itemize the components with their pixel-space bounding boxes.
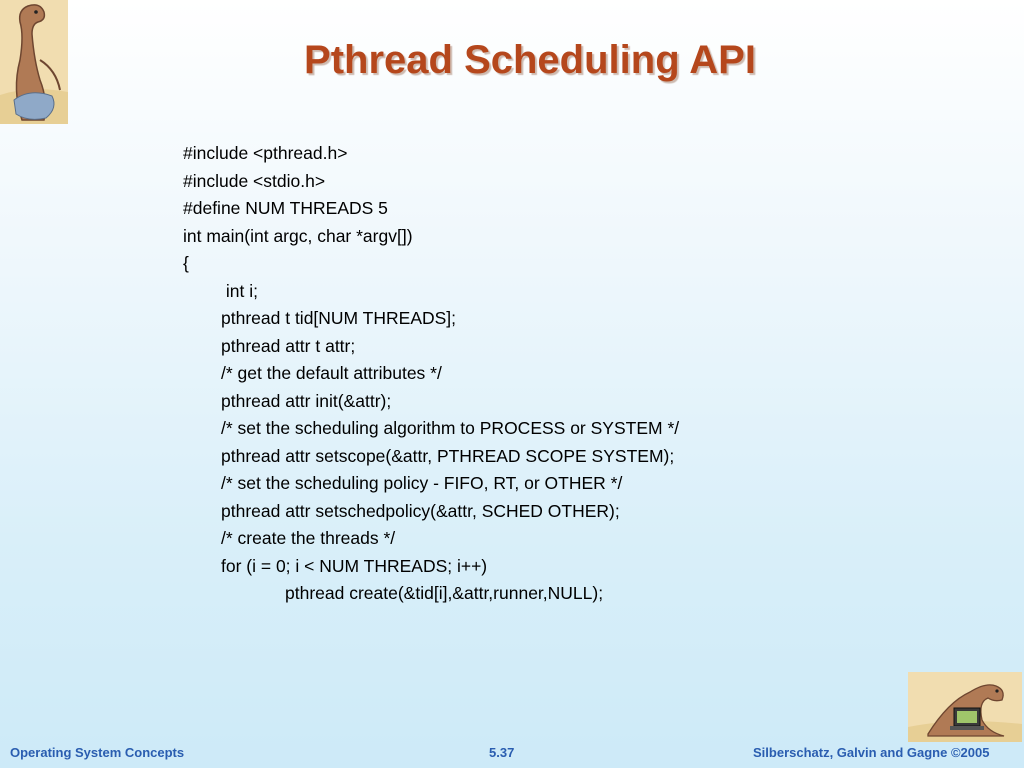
code-line: #include <stdio.h> <box>183 170 326 191</box>
footer-book-title: Operating System Concepts <box>10 745 185 760</box>
code-line: pthread create(&tid[i],&attr,runner,NULL); <box>285 583 604 603</box>
code-line: pthread t tid[NUM THREADS]; <box>221 308 457 328</box>
code-line: #include <pthread.h> <box>183 143 348 163</box>
code-line: /* create the threads */ <box>221 528 396 548</box>
code-line: pthread attr init(&attr); <box>221 390 392 411</box>
footer-authors: Silberschatz, Galvin and Gagne ©2005 <box>753 745 990 760</box>
code-line: { <box>183 253 189 273</box>
code-line: /* get the default attributes */ <box>221 363 442 383</box>
code-line: pthread attr setscope(&attr, PTHREAD SCOPE SYSTEM); <box>221 445 675 466</box>
code-line: /* set the scheduling algorithm to PROCESS or SYSTEM */ <box>221 418 680 438</box>
footer-page-number: 5.37 <box>489 745 515 760</box>
dinosaur-logo-bottom <box>908 672 1022 742</box>
code-listing <box>183 140 679 608</box>
code-line: pthread attr t attr; <box>221 335 356 356</box>
dinosaur-laptop-icon <box>908 672 1022 742</box>
slide-title: Pthread Scheduling API <box>304 38 756 82</box>
code-line: for (i = 0; i < NUM THREADS; i++) <box>221 555 488 576</box>
code-line: int main(int argc, char *argv[]) <box>183 225 413 246</box>
code-line: /* set the scheduling policy - FIFO, RT, or OTHER */ <box>221 473 623 493</box>
code-line: pthread attr setschedpolicy(&attr, SCHED OTHER); <box>221 500 620 521</box>
code-line: #define NUM THREADS 5 <box>183 198 388 218</box>
code-line: int i; <box>221 280 258 301</box>
